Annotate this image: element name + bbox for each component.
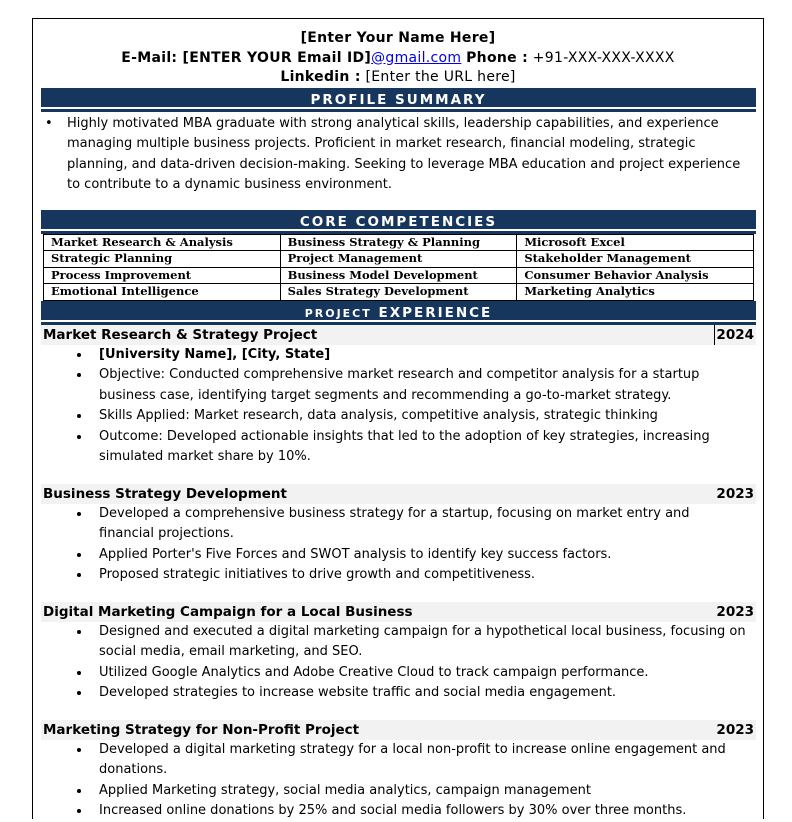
profile-summary xyxy=(45,114,753,196)
competency-row xyxy=(44,234,754,251)
linkedin-value: [Enter the URL here] xyxy=(365,69,516,85)
heading-small-caps: PROJECT xyxy=(304,306,372,320)
competency-cell: Market Research & Analysis xyxy=(44,234,281,251)
project-bullet: • Objective: Conducted comprehensive market research and competitor analysis for a startup business case, identifying target segments and recommending a go-to-market strategy. xyxy=(91,365,746,406)
project-year: 2023 xyxy=(716,603,754,620)
project-title: Marketing Strategy for Non-Profit Project xyxy=(43,721,360,738)
competency-cell: Emotional Intelligence xyxy=(44,284,281,301)
competency-cell: Project Management xyxy=(280,251,517,268)
competency-cell: Marketing Analytics xyxy=(517,284,754,301)
competency-row xyxy=(44,267,754,284)
competency-cell: Business Model Development xyxy=(280,267,517,284)
project-title: Market Research & Strategy Project xyxy=(43,326,318,343)
project-bullet: • Proposed strategic initiatives to drive growth and competitiveness. xyxy=(91,565,746,586)
email-label: E-Mail: [ENTER YOUR Email ID] xyxy=(121,49,372,66)
project-list xyxy=(33,325,763,822)
project-experience-heading xyxy=(41,301,756,325)
profile-text: Highly motivated MBA graduate with strong analytical skills, leadership capabilities, and experience managing multiple business projects. Proficient in market research, financial modeling, strategic planning, and data-driven decision-making. Seeking to leverage MBA education and project experience to contribute to a dynamic business environment. xyxy=(67,115,741,192)
project-bullets xyxy=(41,622,756,704)
project-bullets xyxy=(41,345,756,468)
project-title: Business Strategy Development xyxy=(43,485,287,502)
project-bullet: • Skills Applied: Market research, data analysis, competitive analysis, strategic thinking xyxy=(91,406,746,427)
project-bullet: • Applied Porter's Five Forces and SWOT analysis to identify key success factors. xyxy=(91,545,746,566)
competency-cell: Microsoft Excel xyxy=(517,234,754,251)
project-bullet: • Outcome: Developed actionable insights that led to the adoption of key strategies, increasing simulated market share by 10%. xyxy=(91,427,746,468)
contact-header xyxy=(33,19,763,88)
competency-cell: Consumer Behavior Analysis xyxy=(517,267,754,284)
project-bullet: • Developed a digital marketing strategy for a local non-profit to increase online engagement and donations. xyxy=(91,740,746,781)
competency-row xyxy=(44,284,754,301)
project-title-row xyxy=(41,720,756,740)
candidate-name: [Enter Your Name Here] xyxy=(300,30,496,46)
heading-main: EXPERIENCE xyxy=(378,304,493,321)
competency-cell: Process Improvement xyxy=(44,267,281,284)
linkedin-label: Linkedin : xyxy=(280,69,361,85)
project-bullets xyxy=(41,740,756,822)
project-bullet: • Developed strategies to increase website traffic and social media engagement. xyxy=(91,683,746,704)
project-year: 2023 xyxy=(716,485,754,502)
competency-cell: Business Strategy & Planning xyxy=(280,234,517,251)
phone-label: Phone : xyxy=(466,49,529,66)
project-item xyxy=(41,602,756,720)
project-title-row xyxy=(41,325,756,345)
project-bullet: • [University Name], [City, State] xyxy=(91,345,746,366)
competency-cell: Strategic Planning xyxy=(44,251,281,268)
project-item xyxy=(41,484,756,602)
email-link[interactable]: @gmail.com xyxy=(371,49,462,66)
competency-cell: Sales Strategy Development xyxy=(280,284,517,301)
project-title-row xyxy=(41,484,756,504)
project-title-row xyxy=(41,602,756,622)
project-title: Digital Marketing Campaign for a Local Business xyxy=(43,603,413,620)
project-year: 2023 xyxy=(716,721,754,738)
project-bullet: • Increased online donations by 25% and social media followers by 30% over three months. xyxy=(91,801,746,822)
resume-page xyxy=(32,18,764,819)
project-bullet: • Designed and executed a digital marketing campaign for a hypothetical local business, focusing on social media, email marketing, and SEO. xyxy=(91,622,746,663)
project-bullet: • Utilized Google Analytics and Adobe Creative Cloud to track campaign performance. xyxy=(91,663,746,684)
phone-value: +91-XXX-XXX-XXXX xyxy=(532,49,675,66)
project-bullets xyxy=(41,504,756,586)
project-year: 2024 xyxy=(716,326,754,343)
project-item xyxy=(41,325,756,484)
competencies-table xyxy=(43,234,754,301)
core-competencies-heading: CORE COMPETENCIES xyxy=(41,210,756,234)
project-item xyxy=(41,720,756,822)
bullet-icon: • xyxy=(45,115,53,131)
project-bullet: • Developed a comprehensive business strategy for a startup, focusing on market entry and financial projections. xyxy=(91,504,746,545)
profile-summary-heading: PROFILE SUMMARY xyxy=(41,88,756,112)
project-bullet: • Applied Marketing strategy, social media analytics, campaign management xyxy=(91,781,746,802)
competency-cell: Stakeholder Management xyxy=(517,251,754,268)
competency-row xyxy=(44,251,754,268)
